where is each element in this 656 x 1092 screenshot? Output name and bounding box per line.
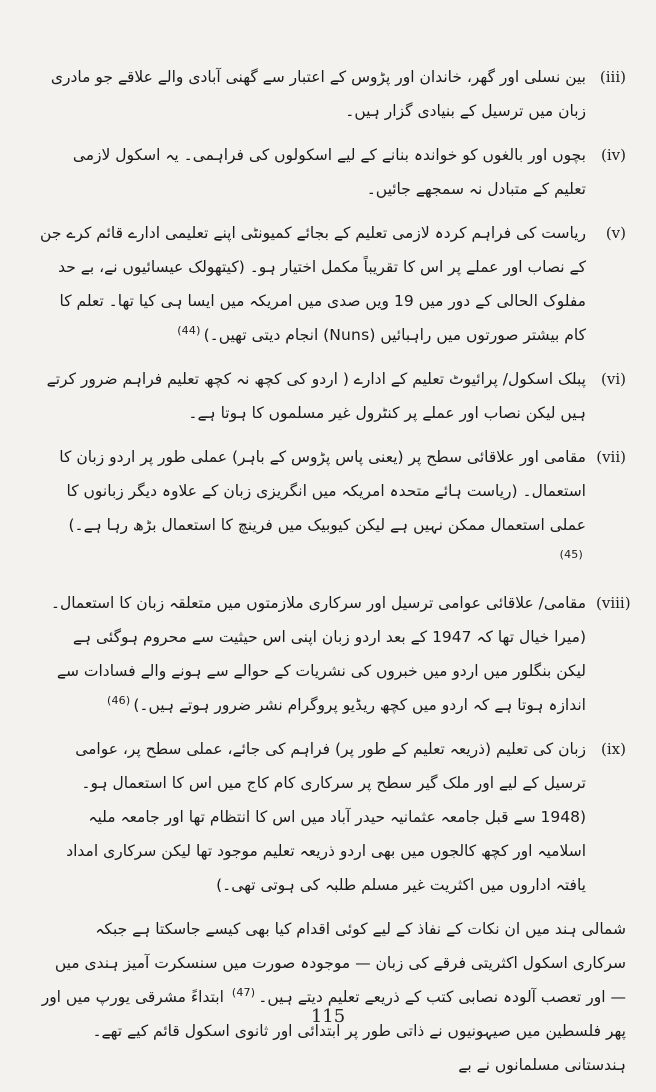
item-number: (v) xyxy=(605,224,626,242)
item-text-wrapper xyxy=(40,216,586,352)
item-text: زبان کی تعلیم (ذریعہ تعلیم کے طور پر) فراہم کی جائے، عملی سطح پر، عوامی ترسیل کے لیے اور ملک گیر سطح پر سرکاری کام کاج میں اس کا استعمال ہو۔ (1948 سے قبل جامعہ عثمانیہ حیدر آباد میں اس کا انتظام تھا اور جامعہ ملیہ اسلامیہ اور کچھ کالجوں میں بھی اردو ذریعہ تعلیم موجود تھا لیکن سرکاری امداد یافتہ اداروں میں اکثریت غیر مسلم طلبہ کی ہوتی تھی۔) xyxy=(66,740,586,894)
list-item xyxy=(40,216,626,352)
list-item xyxy=(40,732,626,902)
list-item xyxy=(40,586,631,722)
closing-text-after: ابتداءً مشرقی یورپ میں اور پھر فلسطین میں صیہونیوں نے ذاتی طور پر ابتدائی اور ثانوی اسکول قائم کیے تھے۔ ہندستانی مسلمانوں نے بے xyxy=(41,988,626,1074)
item-number: (vii) xyxy=(596,448,626,466)
footnote-marker: (47) xyxy=(231,985,256,999)
item-number: (iv) xyxy=(601,146,626,164)
item-text-wrapper xyxy=(40,586,586,722)
item-text: بین نسلی اور گھر، خاندان اور پڑوس کے اعتبار سے گھنی آبادی والے علاقے جو مادری زبان میں ترسیل کے بنیادی گزار ہیں۔ xyxy=(50,68,586,120)
item-text: پبلک اسکول/ پرائیوٹ تعلیم کے ادارے ( اردو کی کچھ نہ کچھ تعلیم فراہم ضرور کرتے ہیں لیکن نصاب اور عملے پر کنٹرول غیر مسلموں کا ہوتا ہے۔ xyxy=(46,370,586,422)
item-text: مقامی/ علاقائی عوامی ترسیل اور سرکاری ملازمتوں میں متعلقہ زبان کا استعمال۔ (میرا خیال تھا کہ 1947 کے بعد اردو زبان اپنی اس حیثیت سے محروم ہوگئی ہے لیکن بنگلور میں اردو میں خبروں کی نشریات کے حوالے سے ہونے والے فسادات سے اندازہ ہوتا ہے کہ اردو میں کچھ ریڈیو پروگرام نشر ضرور ہوتے ہیں۔) xyxy=(50,594,586,714)
closing-text-wrapper xyxy=(40,912,626,1082)
closing-paragraph xyxy=(40,912,626,1082)
list-item xyxy=(40,138,626,206)
item-text: ریاست کی فراہم کردہ لازمی تعلیم کے بجائے کمیونٹی اپنے تعلیمی ادارے قائم کرے جن کے نصاب اور عملے پر اس کا تقریباً مکمل اختیار ہو۔ (کیتھولک عیسائیوں نے، بے حد مفلوک الحالی کے دور میں 19 ویں صدی میں امریکہ میں ایسا ہی کیا تھا۔ تعلم کا کام بیشتر صورتوں میں راہبائیں (Nuns) انجام دیتی تھیں۔) xyxy=(40,224,586,344)
item-text: بچوں اور بالغوں کو خواندہ بنانے کے لیے اسکولوں کی فراہمی۔ یہ اسکول لازمی تعلیم کے متبادل نہ سمجھے جائیں۔ xyxy=(72,146,586,198)
item-number: (ix) xyxy=(601,740,626,758)
item-text: مقامی اور علاقائی سطح پر (یعنی پاس پڑوس کے باہر) عملی طور پر اردو زبان کا استعمال۔ (ریاست ہائے متحدہ امریکہ میں انگریزی زبان کے علاوہ دیگر زبانوں کا عملی استعمال ممکن نہیں ہے لیکن کیوبیک میں فرینچ کا استعمال بڑھ رہا ہے۔) xyxy=(59,448,586,534)
list-item xyxy=(40,60,626,128)
item-number: (vi) xyxy=(601,370,626,388)
item-number: (viii) xyxy=(596,594,631,612)
footnote-marker: (44) xyxy=(177,323,201,337)
list-item xyxy=(40,440,626,576)
page-number: 115 xyxy=(310,1006,346,1027)
footnote-marker: (46) xyxy=(106,693,131,707)
text-body xyxy=(40,60,631,1092)
item-number: (iii) xyxy=(599,68,626,86)
closing-text-before: شمالی ہند میں ان نکات کے نفاذ کے لیے کوئی اقدام کیا بھی کیسے جاسکتا ہے جبکہ سرکاری اسکول اکثریتی فرقے کی زبان — موجودہ صورت میں سنسکرت آمیز ہندی میں — اور تعصب آلودہ نصابی کتب کے ذریعے تعلیم دیتے ہیں۔ xyxy=(54,920,626,1006)
footnote-marker: (45) xyxy=(559,547,583,561)
item-text-wrapper xyxy=(40,440,586,576)
list-item xyxy=(40,362,626,430)
